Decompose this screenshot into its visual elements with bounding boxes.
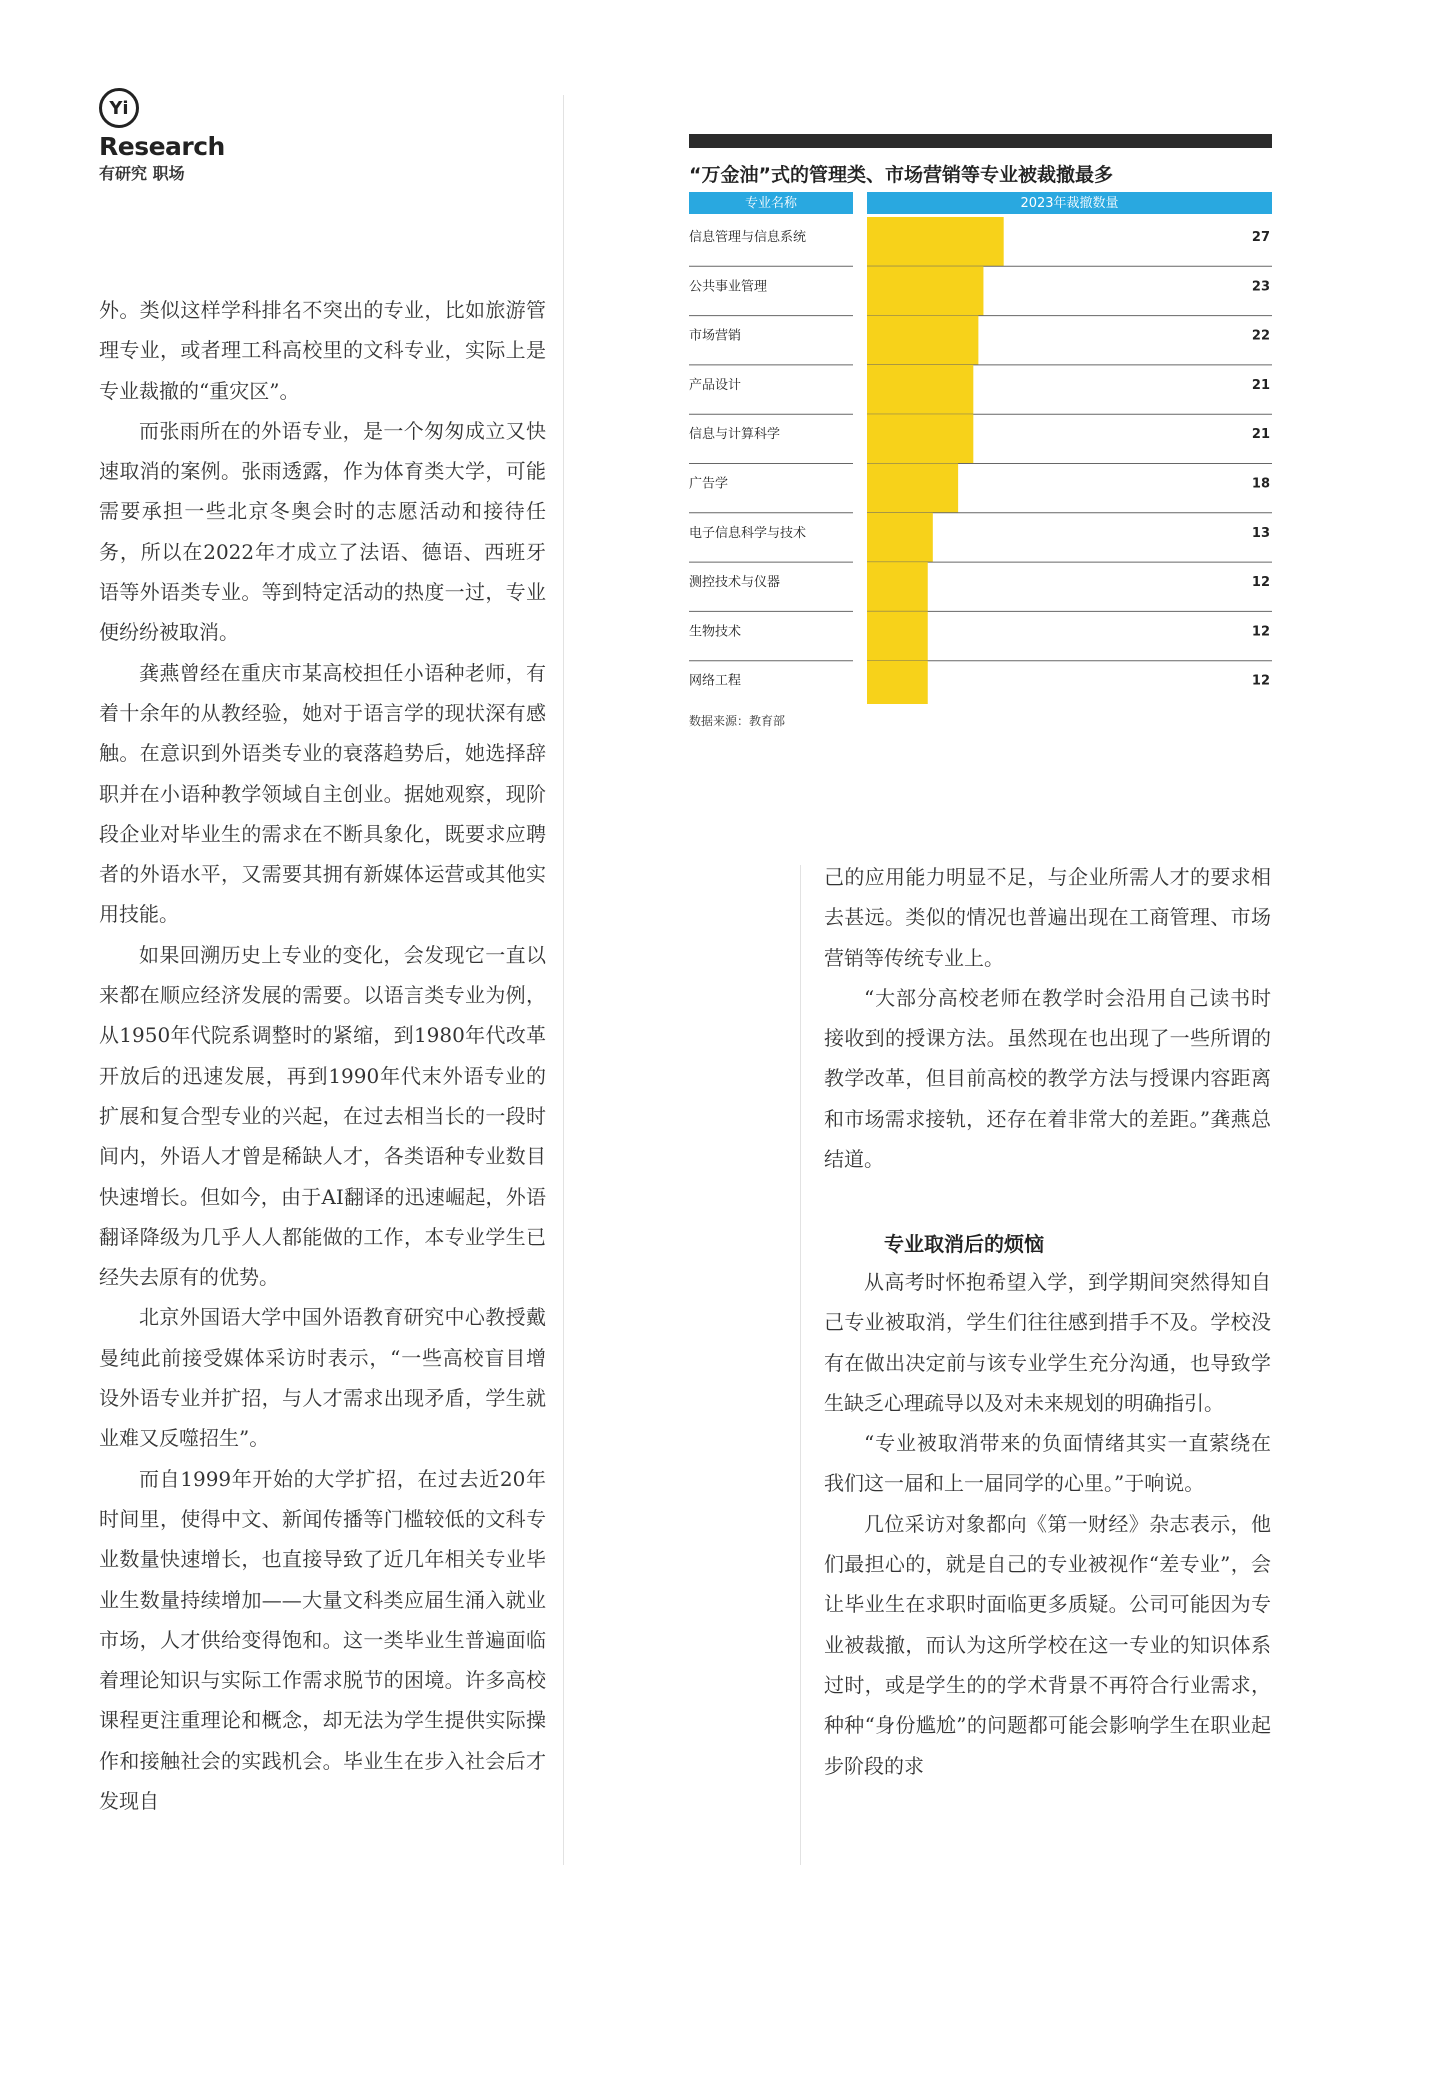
bar <box>867 611 928 660</box>
category-label: 生物技术 <box>689 624 742 640</box>
section-heading: 专业取消后的烦恼 <box>884 1232 1044 1256</box>
paragraph: 从高考时怀抱希望入学，到学期间突然得知自己专业被取消，学生们往往感到措手不及。学校没有在做出决定前与该专业学生充分沟通，也导致学生缺乏心理疏导以及对未来规划的明确指引。 <box>824 1270 1271 1415</box>
bar <box>867 266 983 315</box>
value-label: 21 <box>1251 427 1270 443</box>
category-label: 产品设计 <box>689 377 742 393</box>
paragraph: 己的应用能力明显不足，与企业所需人才的要求相去甚远。类似的情况也普遍出现在工商管理、市场营销等传统专业上。 <box>824 865 1271 970</box>
value-label: 12 <box>1251 624 1270 640</box>
bar <box>867 217 1004 266</box>
paragraph: 几位采访对象都向《第一财经》杂志表示，他们最担心的，就是自己的专业被视作“差专业”，会让毕业生在求职时面临更多质疑。公司可能因为专业被裁撤，而认为这所学校在这一专业的知识体系过时，或是学生的的学术背景不再符合行业需求，种种“身份尴尬”的问题都可能会影响学生在职业起步阶段的求 <box>824 1511 1271 1778</box>
bar-chart <box>689 134 1272 729</box>
category-label: 信息与计算科学 <box>689 427 781 443</box>
bar <box>867 661 928 704</box>
paragraph: 北京外国语大学中国外语教育研究中心教授戴曼纯此前接受媒体采访时表示，“一些高校盲目增设外语专业并扩招，与人才需求出现矛盾，学生就业难又反噬招生”。 <box>99 1305 546 1451</box>
left-column <box>99 290 546 1821</box>
value-label: 22 <box>1251 328 1270 344</box>
paragraph: “专业被取消带来的负面情绪其实一直萦绕在我们这一届和上一届同学的心里。”于响说。 <box>824 1431 1271 1496</box>
bar <box>867 414 973 463</box>
chart-source: 数据来源：教育部 <box>689 714 786 728</box>
bar <box>867 365 973 414</box>
brand-logo <box>99 88 225 184</box>
category-label: 信息管理与信息系统 <box>689 230 807 245</box>
section-label: 有研究 职场 <box>99 164 185 183</box>
right-column-bottom <box>824 1262 1271 1786</box>
value-label: 27 <box>1251 230 1270 245</box>
column-divider-left <box>563 95 564 1865</box>
chart-plot <box>689 192 1272 704</box>
bar <box>867 464 958 513</box>
paragraph: 而张雨所在的外语专业，是一个匆匆成立又快速取消的案例。张雨透露，作为体育类大学，可能需要承担一些北京冬奥会时的志愿活动和接待任务，所以在2022年才成立了法语、德语、西班牙语等外语类专业。等到特定活动的热度一过，专业便纷纷被取消。 <box>99 418 546 645</box>
yi-logo-icon: Yi <box>99 88 139 128</box>
right-column-top <box>824 857 1271 1179</box>
category-label: 网络工程 <box>689 673 742 689</box>
bar <box>867 513 933 562</box>
column-divider-right <box>800 865 801 1865</box>
category-label: 市场营销 <box>689 328 742 344</box>
value-label: 12 <box>1251 575 1270 591</box>
value-label: 12 <box>1251 673 1270 689</box>
value-label: 13 <box>1251 525 1270 541</box>
brand-name: Research <box>99 132 225 161</box>
bar <box>867 316 978 365</box>
paragraph: 龚燕曾经在重庆市某高校担任小语种老师，有着十余年的从教经验，她对于语言学的现状深有感触。在意识到外语类专业的衰落趋势后，她选择辞职并在小语种教学领域自主创业。据她观察，现阶段企业对毕业生的需求在不断具象化，既要求应聘者的外语水平，又需要其拥有新媒体运营或其他实用技能。 <box>99 660 546 927</box>
value-label: 18 <box>1251 476 1270 492</box>
bar <box>867 562 928 611</box>
header-value-label: 2023年裁撤数量 <box>1020 196 1119 211</box>
paragraph: “大部分高校老师在教学时会沿用自己读书时接收到的授课方法。虽然现在也出现了一些所谓的教学改革，但目前高校的教学方法与授课内容距离和市场需求接轨，还存在着非常大的差距。”龚燕总结道。 <box>824 985 1271 1172</box>
paragraph: 如果回溯历史上专业的变化，会发现它一直以来都在顺应经济发展的需要。以语言类专业为例，从1950年代院系调整时的紧缩，到1980年代改革开放后的迅速发展，再到1990年代末外语专业的扩展和复合型专业的兴起，在过去相当长的一段时间内，外语人才曾是稀缺人才，各类语种专业数目快速增长。但如今，由于AI翻译的迅速崛起，外语翻译降级为几乎人人都能做的工作，本专业学生已经失去原有的优势。 <box>99 942 546 1290</box>
category-label: 电子信息科学与技术 <box>689 525 807 541</box>
paragraph: 外。类似这样学科排名不突出的专业，比如旅游管理专业，或者理工科高校里的文科专业，实际上是专业裁撤的“重灾区”。 <box>99 298 546 403</box>
header-category-label: 专业名称 <box>744 196 798 211</box>
category-label: 公共事业管理 <box>689 279 768 295</box>
value-label: 23 <box>1251 279 1270 295</box>
value-label: 21 <box>1251 377 1270 393</box>
category-label: 广告学 <box>689 476 729 492</box>
chart-title: “万金油”式的管理类、市场营销等专业被裁撤最多 <box>689 164 1113 186</box>
paragraph: 而自1999年开始的大学扩招，在过去近20年时间里，使得中文、新闻传播等门槛较低的文科专业数量快速增长，也直接导致了近几年相关专业毕业生数量持续增加——大量文科类应届生涌入就业市场，人才供给变得饱和。这一类毕业生普遍面临着理论知识与实际工作需求脱节的困境。许多高校课程更注重理论和概念，却无法为学生提供实际操作和接触社会的实践机会。毕业生在步入社会后才发现自 <box>99 1466 546 1813</box>
category-label: 测控技术与仪器 <box>689 575 781 591</box>
chart-top-rule <box>689 134 1272 148</box>
